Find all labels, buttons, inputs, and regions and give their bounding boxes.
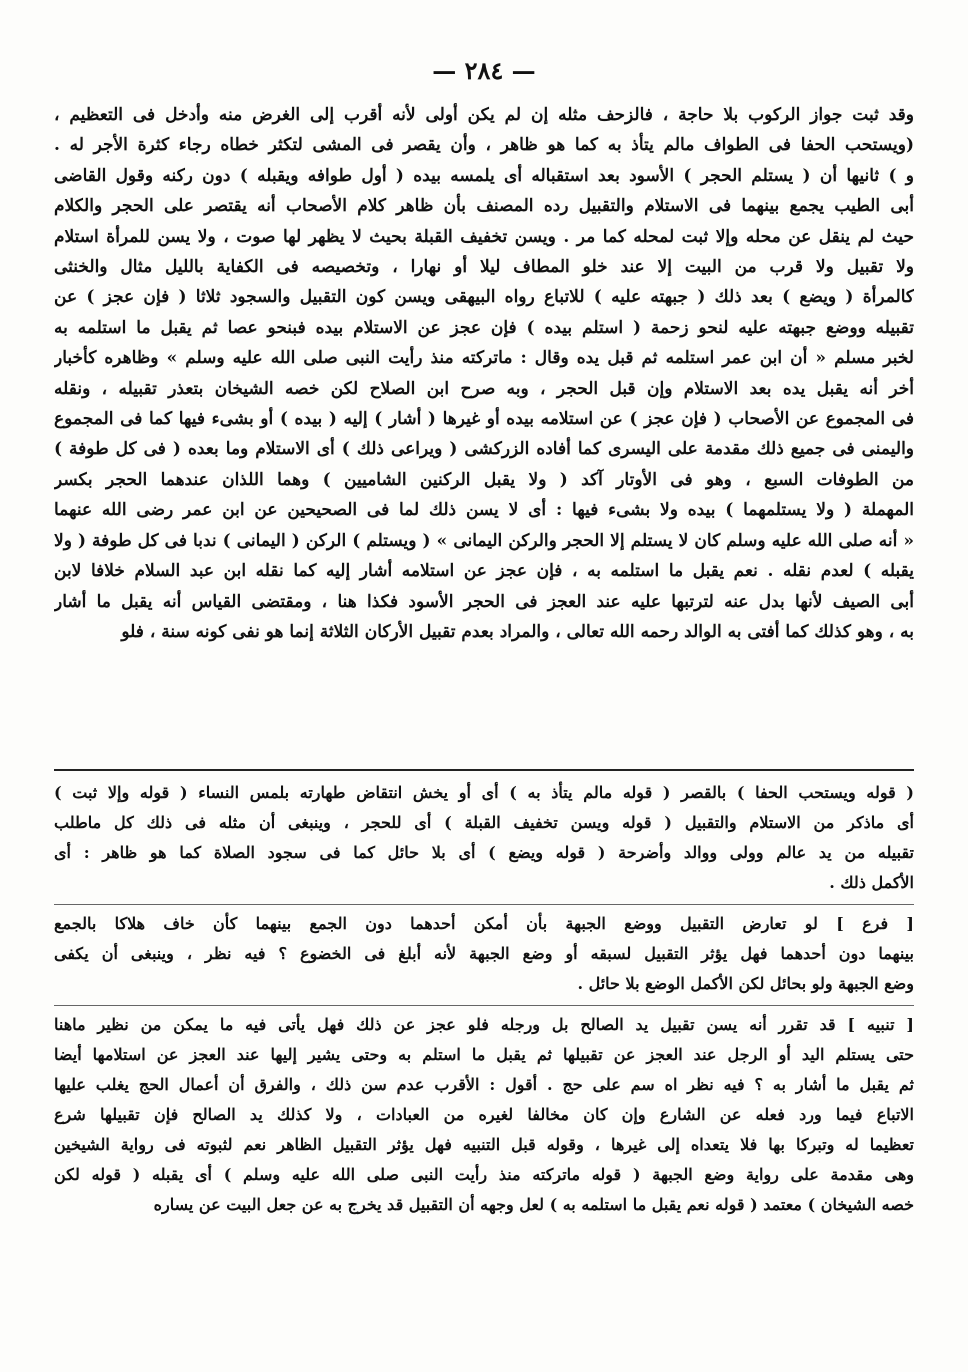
main-text-line: واليمنى فى جميع ذلك مقدمة على اليسرى كما أفاده الزركشى ( ويراعى ذلك ) أى الاستلام وما بعده ( فى كل طوفة ): [54, 439, 914, 460]
footnote-line: ثم يقبل ما أشار به ؟ فيه نظر اه سم على حج . أقول : الأقرب عدم سن ذلك ، والفرق أن أعمال الحج يغلب عليها: [54, 1075, 914, 1094]
footnote-line: تقبيله من يد عالم وولى ووالد وأضرحة ( قوله ويضع ) أى بلا حائل كما فى سجود الصلاة كما هو ظاهر : أى: [54, 843, 914, 862]
footnote-separator: [54, 769, 914, 771]
main-text-line: من الطوفات السبع ، وهو فى الأوتار آكد ( ولا يقبل الركنين الشاميين ) وهما اللذان عندهما الحجر بكسر: [54, 469, 914, 490]
footnote-line: تعظيما له وتبركا بها فلا يتعداه إلى غيرها ، وقوله قبل التنبيه فهل يؤثر التقبيل الظاهر نعم لثبوته فى رواية الشيخين: [54, 1135, 914, 1154]
footnotes-section: [54, 778, 914, 1220]
main-text-body: [54, 100, 914, 647]
main-text-line: « أنه صلى الله عليه وسلم كان لا يستلم إلا الحجر والركن اليمانى » ( ويستلم ) الركن ( اليمانى ) ندبا فى كل طوفة ( ولا: [54, 530, 914, 551]
footnote-line: الاتباع فيما ورد فعله عن الشارع وإن كان مخالفا لغيره من العبادات ، ولا كذلك يد الصالح فإن تقبيلها شرع: [54, 1105, 914, 1124]
main-text-line: كالمرأة ( ويضع ) بعد ذلك ( جبهته عليه ) للاتباع رواه البيهقى ويسن كون التقبيل والسجود ثلاثا ( فإن عجز ) عن: [54, 287, 914, 308]
footnote-line: [ فرع ] لو تعارض التقبيل ووضع الجبهة بأن أمكن أحدهما دون الجمع بينهما كأن خاف هلاكا بالجمع: [54, 914, 914, 933]
main-text-line: أبى الطيب يجمع بينهما فى الاستلام والتقبيل رده المصنف بأن ظاهر كلام الأصحاب أنه يقتصر على الحجر والكلام: [54, 196, 914, 217]
footnote-block: [54, 904, 914, 999]
footnote-line: بينهما دون أحدهما فهل يؤثر التقبيل لسبقه أو وضع الجبهة لأنه أبلغ فى الخضوع ؟ فيه نظر ، وينبغى أن يكفى: [54, 944, 914, 963]
footnote-line: ( قوله ويستحب الحفا ) بالقصر ( قوله مالم يتأذ به ) أى أو يخش انتقاض طهارته بلمس النساء ( قوله وإلا ثبت ): [54, 783, 914, 802]
main-text-line: (ويستحب الحفا فى الطواف مالم يتأذ به كما هو ظاهر ، وأن يقصر فى المشى لتكثر خطاه رجاء كثرة الأجر له .: [54, 135, 914, 156]
main-text-line: ولا تقبيل ولا قرب من البيت إلا عند خلو المطاف ليلا أو نهارا ، وتخصيصه فى الكفاية بالليل مثال والخنثى: [54, 257, 914, 278]
footnote-line: الأكمل ذلك .: [829, 873, 914, 892]
main-text-line: حيث لم ينقل عن محله وإلا ثبت لمحله كما مر . ويسن تخفيف القبلة بحيث لا يظهر لها صوت ، ولا يسن للمرأة استلام: [54, 226, 914, 247]
footnote-line: وضع الجبهة ولو بحائل لكن الأكمل الوضع بلا حائل .: [577, 974, 914, 993]
main-text-line: أخر أنه يقبل يده بعد الاستلام وإن قبل الحجر ، وبه صرح ابن الصلاح لكن خصه الشيخان بتعذر تقبيله ، ونقله: [54, 378, 914, 399]
footnote-block: [54, 778, 914, 898]
footnote-line: خصه الشيخان ) معتمد ( قوله نعم يقبل ما استلمه به ) لعل وجهه أن التقبيل قد يخرج به عن جعل البيت عن يساره: [153, 1195, 914, 1214]
main-text-line: يقبله ) لعدم نقله . نعم يقبل ما استلمه به ، فإن عجز عن استلامه أشار إليه كما نقله ابن عبد السلام خلافا لابن: [54, 561, 914, 582]
main-text-line: وقد ثبت جواز الركوب بلا حاجة ، فالزحف مثله إن لم يكن أولى لأنه أقرب إلى الغرض منه وأدخل فى التعظيم ،: [54, 105, 914, 125]
footnote-line: [ تنبيه ] قد تقرر أنه يسن تقبيل يد الصالح بل ورجله فلو عجز عن ذلك فهل يأتى فيه ما يمكن من نظير ماهنا: [54, 1015, 914, 1034]
main-text-line: به ، وهو كذلك كما أفتى به الوالد رحمه الله تعالى ، والمراد بعدم تقبيل الأركان الثلاثة إنما هو نفى كونه سنة ، فلو: [121, 621, 914, 642]
main-text-line: و ) ثانيها أن ( يستلم الحجر ) الأسود بعد استقباله أى يلمسه بيده ( أول طوافه ويقبله ) دون ركنه وقول القاضى: [54, 165, 914, 186]
main-text-line: أبى الصيف لأنها بدل عنه لترتبها عليه عند العجز فى الحجر الأسود فكذا هنا ، ومقتضى القياس أنه يقبل ما أشار: [54, 591, 914, 612]
main-text-line: فى المجموع عن الأصحاب ( فإن عجز ) عن استلامه بيده أو غيرها ( أشار ) إليه ( بيده ) أو بشىء فيها كما فى المجموع: [54, 409, 914, 430]
main-text-line: المهملة ( ولا يستلمهما ) بيده ولا بشىء فيها : أى لا يسن ذلك لما فى الصحيحين عن ابن عمر رضى الله عنهما: [54, 500, 914, 521]
footnote-line: حتى يستلم اليد أو الرجل عند العجز عن تقبيلها ثم يقبل ما استلم به وحتى يشير إليها عند العجز عن استلامها أيضا: [54, 1045, 914, 1064]
footnote-line: أى ماذكر من الاستلام والتقبيل ( قوله ويسن تخفيف القبلة ) أى للحجر ، وينبغى أن مثله فى ذلك كل ماطلب: [54, 813, 914, 832]
main-text-line: تقبيله ووضع جبهته عليه لنحو زحمة ( استلم بيده ) فإن عجز عن الاستلام بيده فبنحو عصا ثم يقبل ما استلمه به: [54, 317, 914, 338]
footnote-line: وهى مقدمة على رواية وضع الجبهة ( قوله ماتركته منذ رأيت النبى صلى الله عليه وسلم ) أى يقبله ( قوله لكن: [54, 1165, 914, 1184]
main-text-line: لخبر مسلم « أن ابن عمر استلمه ثم قبل يده وقال : ماتركته منذ رأيت النبى صلى الله عليه وسلم » وظاهره كأخبار: [54, 348, 914, 369]
page-number: — ٢٨٤ —: [432, 56, 536, 85]
footnote-block: [54, 1005, 914, 1220]
